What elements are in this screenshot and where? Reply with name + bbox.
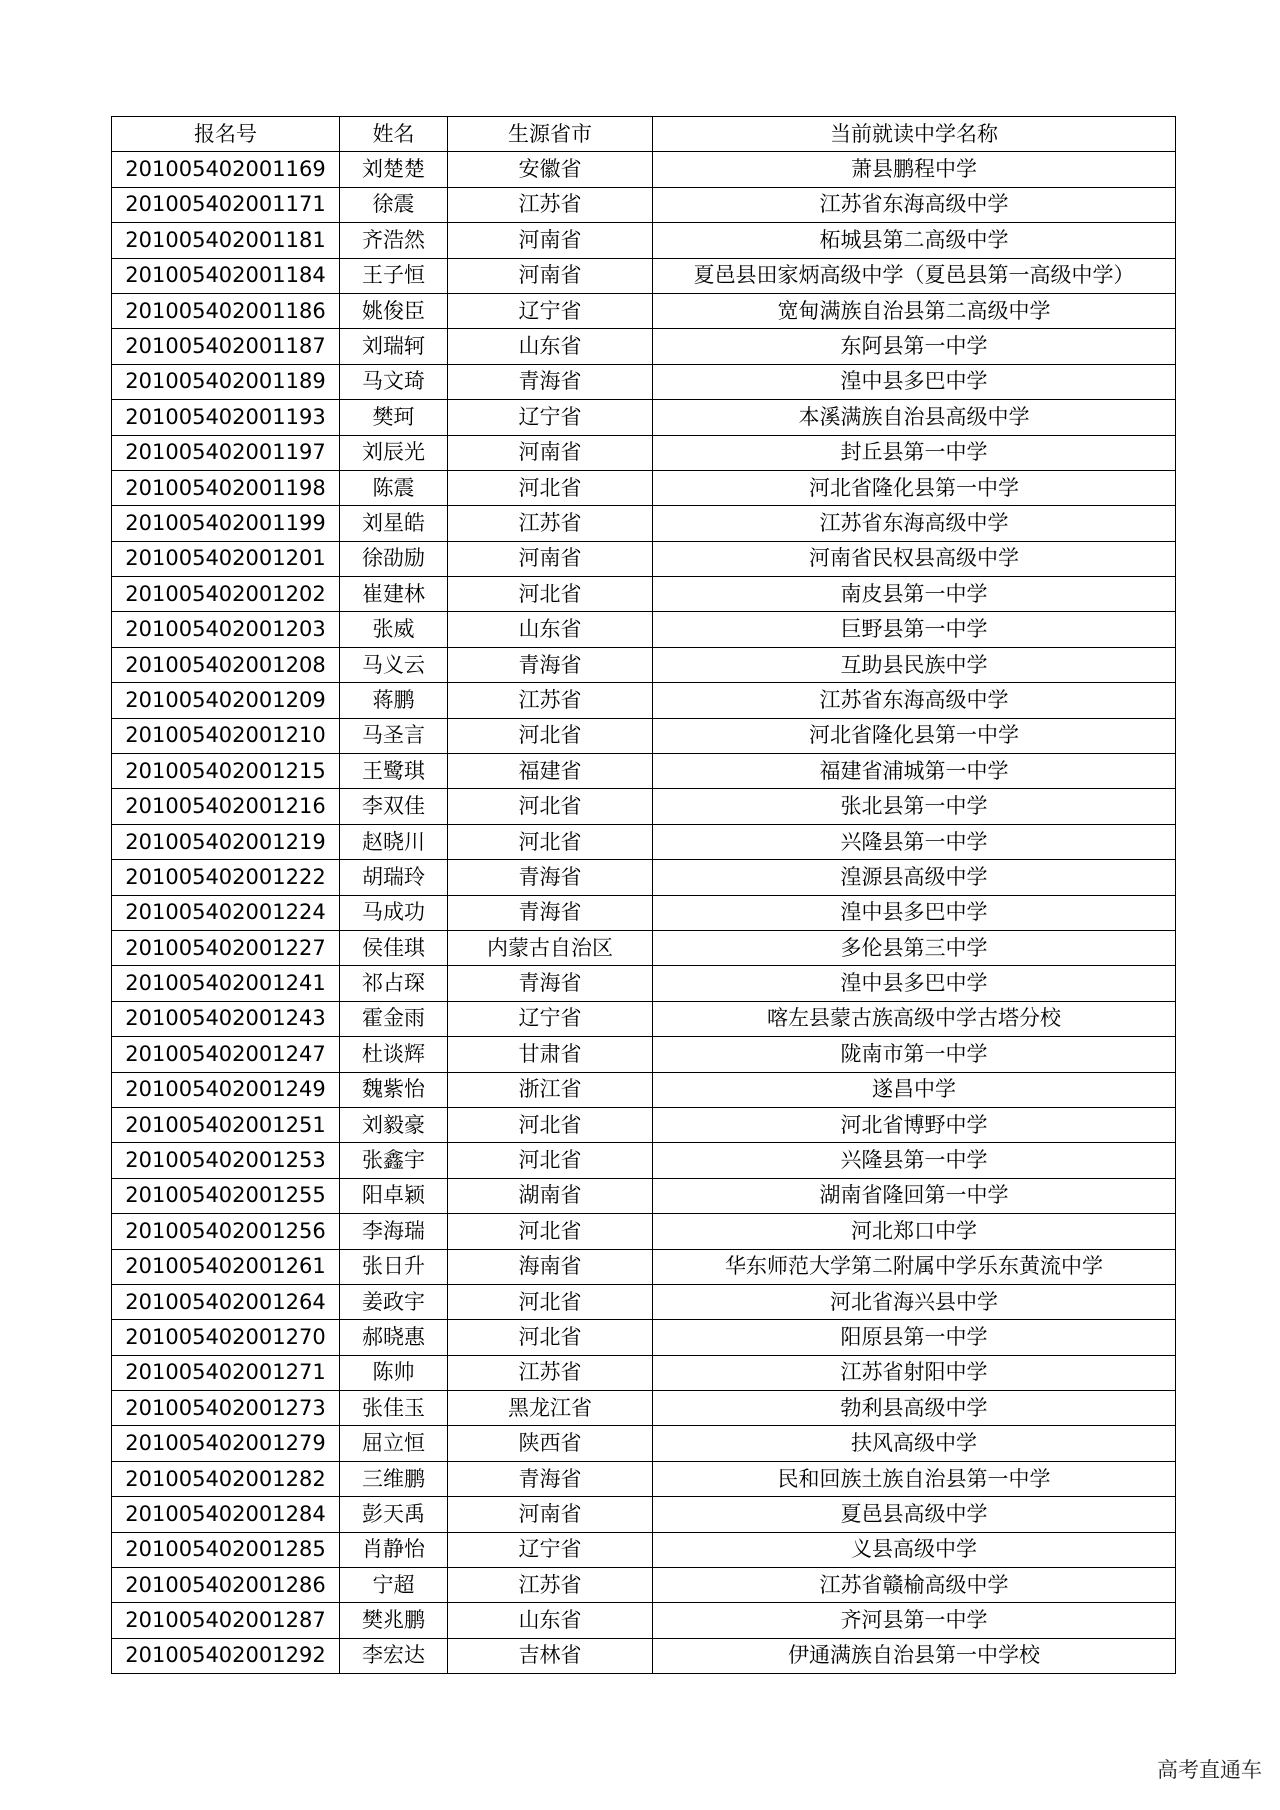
name-cell: 胡瑞玲 — [340, 860, 448, 895]
registration-number-cell: 201005402001282 — [112, 1461, 340, 1496]
province-cell: 青海省 — [448, 364, 653, 399]
school-cell: 柘城县第二高级中学 — [653, 223, 1176, 258]
registration-number-cell: 201005402001247 — [112, 1037, 340, 1072]
table-row — [112, 1072, 1176, 1107]
registration-number-cell: 201005402001216 — [112, 789, 340, 824]
name-cell: 李双佳 — [340, 789, 448, 824]
registration-number-cell: 201005402001255 — [112, 1178, 340, 1213]
registration-number-cell: 201005402001201 — [112, 541, 340, 576]
name-cell: 张佳玉 — [340, 1391, 448, 1426]
name-cell: 彭天禹 — [340, 1497, 448, 1532]
province-cell: 河南省 — [448, 541, 653, 576]
name-cell: 徐震 — [340, 187, 448, 222]
school-cell: 东阿县第一中学 — [653, 329, 1176, 364]
table-row — [112, 1532, 1176, 1567]
table-row — [112, 577, 1176, 612]
province-cell: 青海省 — [448, 966, 653, 1001]
province-cell: 青海省 — [448, 860, 653, 895]
registration-number-cell: 201005402001197 — [112, 435, 340, 470]
name-cell: 马文琦 — [340, 364, 448, 399]
province-cell: 江苏省 — [448, 683, 653, 718]
table-row — [112, 1178, 1176, 1213]
school-cell: 张北县第一中学 — [653, 789, 1176, 824]
watermark: 高考直通车 — [1157, 1758, 1262, 1782]
name-cell: 李海瑞 — [340, 1214, 448, 1249]
table-row — [112, 293, 1176, 328]
school-cell: 江苏省射阳中学 — [653, 1355, 1176, 1390]
name-cell: 祁占琛 — [340, 966, 448, 1001]
name-cell: 王鹭琪 — [340, 754, 448, 789]
table-row — [112, 612, 1176, 647]
registration-number-cell: 201005402001284 — [112, 1497, 340, 1532]
registration-number-cell: 201005402001253 — [112, 1143, 340, 1178]
registration-number-cell: 201005402001251 — [112, 1107, 340, 1142]
name-cell: 侯佳琪 — [340, 930, 448, 965]
registration-number-cell: 201005402001187 — [112, 329, 340, 364]
registration-number-cell: 201005402001243 — [112, 1001, 340, 1036]
name-cell: 刘瑞轲 — [340, 329, 448, 364]
table-row — [112, 860, 1176, 895]
school-cell: 南皮县第一中学 — [653, 577, 1176, 612]
registration-number-cell: 201005402001292 — [112, 1638, 340, 1673]
province-cell: 河南省 — [448, 1497, 653, 1532]
header-school: 当前就读中学名称 — [653, 117, 1176, 152]
school-cell: 宽甸满族自治县第二高级中学 — [653, 293, 1176, 328]
province-cell: 青海省 — [448, 1461, 653, 1496]
school-cell: 喀左县蒙古族高级中学古塔分校 — [653, 1001, 1176, 1036]
name-cell: 樊兆鹏 — [340, 1603, 448, 1638]
header-name: 姓名 — [340, 117, 448, 152]
name-cell: 蒋鹏 — [340, 683, 448, 718]
registration-number-cell: 201005402001203 — [112, 612, 340, 647]
name-cell: 姜政宇 — [340, 1284, 448, 1319]
table-row — [112, 718, 1176, 753]
name-cell: 樊珂 — [340, 400, 448, 435]
school-cell: 陇南市第一中学 — [653, 1037, 1176, 1072]
school-cell: 兴隆县第一中学 — [653, 824, 1176, 859]
name-cell: 杜谈辉 — [340, 1037, 448, 1072]
name-cell: 刘毅豪 — [340, 1107, 448, 1142]
school-cell: 互助县民族中学 — [653, 647, 1176, 682]
school-cell: 夏邑县高级中学 — [653, 1497, 1176, 1532]
name-cell: 李宏达 — [340, 1638, 448, 1673]
table-row — [112, 329, 1176, 364]
header-province: 生源省市 — [448, 117, 653, 152]
table-row — [112, 1391, 1176, 1426]
table-row — [112, 152, 1176, 187]
school-cell: 阳原县第一中学 — [653, 1320, 1176, 1355]
school-cell: 河北郑口中学 — [653, 1214, 1176, 1249]
registration-number-cell: 201005402001222 — [112, 860, 340, 895]
registration-number-cell: 201005402001256 — [112, 1214, 340, 1249]
table-row — [112, 647, 1176, 682]
table-row — [112, 1497, 1176, 1532]
province-cell: 河北省 — [448, 470, 653, 505]
province-cell: 河南省 — [448, 435, 653, 470]
province-cell: 山东省 — [448, 329, 653, 364]
registration-number-cell: 201005402001264 — [112, 1284, 340, 1319]
school-cell: 江苏省东海高级中学 — [653, 187, 1176, 222]
school-cell: 齐河县第一中学 — [653, 1603, 1176, 1638]
province-cell: 山东省 — [448, 612, 653, 647]
registration-number-cell: 201005402001210 — [112, 718, 340, 753]
roster-table — [111, 116, 1176, 1674]
name-cell: 姚俊臣 — [340, 293, 448, 328]
table-row — [112, 789, 1176, 824]
table-row — [112, 966, 1176, 1001]
province-cell: 吉林省 — [448, 1638, 653, 1673]
table-row — [112, 506, 1176, 541]
school-cell: 勃利县高级中学 — [653, 1391, 1176, 1426]
registration-number-cell: 201005402001215 — [112, 754, 340, 789]
school-cell: 扶风高级中学 — [653, 1426, 1176, 1461]
table-row — [112, 754, 1176, 789]
table-row — [112, 1143, 1176, 1178]
name-cell: 张威 — [340, 612, 448, 647]
table-row — [112, 1001, 1176, 1036]
school-cell: 江苏省东海高级中学 — [653, 506, 1176, 541]
province-cell: 黑龙江省 — [448, 1391, 653, 1426]
province-cell: 甘肃省 — [448, 1037, 653, 1072]
registration-number-cell: 201005402001208 — [112, 647, 340, 682]
province-cell: 河北省 — [448, 1214, 653, 1249]
province-cell: 辽宁省 — [448, 1001, 653, 1036]
province-cell: 山东省 — [448, 1603, 653, 1638]
table-row — [112, 1320, 1176, 1355]
table-row — [112, 895, 1176, 930]
name-cell: 马成功 — [340, 895, 448, 930]
school-cell: 兴隆县第一中学 — [653, 1143, 1176, 1178]
province-cell: 河北省 — [448, 1320, 653, 1355]
table-row — [112, 1568, 1176, 1603]
name-cell: 马圣言 — [340, 718, 448, 753]
province-cell: 辽宁省 — [448, 400, 653, 435]
name-cell: 崔建林 — [340, 577, 448, 612]
name-cell: 霍金雨 — [340, 1001, 448, 1036]
province-cell: 河南省 — [448, 223, 653, 258]
registration-number-cell: 201005402001202 — [112, 577, 340, 612]
roster-body — [112, 152, 1176, 1674]
province-cell: 安徽省 — [448, 152, 653, 187]
table-row — [112, 470, 1176, 505]
school-cell: 湟中县多巴中学 — [653, 895, 1176, 930]
table-row — [112, 1603, 1176, 1638]
registration-number-cell: 201005402001171 — [112, 187, 340, 222]
registration-number-cell: 201005402001169 — [112, 152, 340, 187]
registration-number-cell: 201005402001184 — [112, 258, 340, 293]
registration-number-cell: 201005402001279 — [112, 1426, 340, 1461]
name-cell: 马义云 — [340, 647, 448, 682]
province-cell: 江苏省 — [448, 1355, 653, 1390]
registration-number-cell: 201005402001209 — [112, 683, 340, 718]
school-cell: 河北省海兴县中学 — [653, 1284, 1176, 1319]
registration-number-cell: 201005402001198 — [112, 470, 340, 505]
table-row — [112, 1037, 1176, 1072]
registration-number-cell: 201005402001224 — [112, 895, 340, 930]
roster-sheet — [111, 116, 1175, 1674]
name-cell: 张日升 — [340, 1249, 448, 1284]
province-cell: 河北省 — [448, 1107, 653, 1142]
school-cell: 华东师范大学第二附属中学乐东黄流中学 — [653, 1249, 1176, 1284]
school-cell: 伊通满族自治县第一中学校 — [653, 1638, 1176, 1673]
school-cell: 湟中县多巴中学 — [653, 364, 1176, 399]
table-row — [112, 1638, 1176, 1673]
table-row — [112, 1355, 1176, 1390]
province-cell: 河北省 — [448, 1284, 653, 1319]
school-cell: 遂昌中学 — [653, 1072, 1176, 1107]
registration-number-cell: 201005402001181 — [112, 223, 340, 258]
registration-number-cell: 201005402001219 — [112, 824, 340, 859]
table-row — [112, 435, 1176, 470]
registration-number-cell: 201005402001199 — [112, 506, 340, 541]
registration-number-cell: 201005402001273 — [112, 1391, 340, 1426]
school-cell: 湟源县高级中学 — [653, 860, 1176, 895]
province-cell: 河北省 — [448, 789, 653, 824]
school-cell: 民和回族土族自治县第一中学 — [653, 1461, 1176, 1496]
name-cell: 王子恒 — [340, 258, 448, 293]
school-cell: 封丘县第一中学 — [653, 435, 1176, 470]
table-row — [112, 683, 1176, 718]
province-cell: 湖南省 — [448, 1178, 653, 1213]
province-cell: 江苏省 — [448, 506, 653, 541]
province-cell: 辽宁省 — [448, 1532, 653, 1567]
school-cell: 多伦县第三中学 — [653, 930, 1176, 965]
province-cell: 内蒙古自治区 — [448, 930, 653, 965]
name-cell: 阳卓颖 — [340, 1178, 448, 1213]
name-cell: 陈震 — [340, 470, 448, 505]
registration-number-cell: 201005402001287 — [112, 1603, 340, 1638]
province-cell: 青海省 — [448, 647, 653, 682]
school-cell: 湖南省隆回第一中学 — [653, 1178, 1176, 1213]
name-cell: 徐劭励 — [340, 541, 448, 576]
table-row — [112, 364, 1176, 399]
header-row — [112, 117, 1176, 152]
school-cell: 河南省民权县高级中学 — [653, 541, 1176, 576]
school-cell: 夏邑县田家炳高级中学（夏邑县第一高级中学） — [653, 258, 1176, 293]
name-cell: 赵晓川 — [340, 824, 448, 859]
school-cell: 河北省隆化县第一中学 — [653, 470, 1176, 505]
registration-number-cell: 201005402001270 — [112, 1320, 340, 1355]
name-cell: 张鑫宇 — [340, 1143, 448, 1178]
registration-number-cell: 201005402001227 — [112, 930, 340, 965]
registration-number-cell: 201005402001261 — [112, 1249, 340, 1284]
name-cell: 宁超 — [340, 1568, 448, 1603]
name-cell: 齐浩然 — [340, 223, 448, 258]
school-cell: 萧县鹏程中学 — [653, 152, 1176, 187]
province-cell: 河北省 — [448, 577, 653, 612]
school-cell: 河北省博野中学 — [653, 1107, 1176, 1142]
table-row — [112, 930, 1176, 965]
table-row — [112, 1426, 1176, 1461]
registration-number-cell: 201005402001189 — [112, 364, 340, 399]
province-cell: 河北省 — [448, 824, 653, 859]
school-cell: 湟中县多巴中学 — [653, 966, 1176, 1001]
name-cell: 郝晓惠 — [340, 1320, 448, 1355]
registration-number-cell: 201005402001193 — [112, 400, 340, 435]
province-cell: 江苏省 — [448, 187, 653, 222]
table-row — [112, 1249, 1176, 1284]
name-cell: 刘星皓 — [340, 506, 448, 541]
name-cell: 屈立恒 — [340, 1426, 448, 1461]
school-cell: 巨野县第一中学 — [653, 612, 1176, 647]
table-row — [112, 223, 1176, 258]
school-cell: 江苏省东海高级中学 — [653, 683, 1176, 718]
name-cell: 魏紫怡 — [340, 1072, 448, 1107]
school-cell: 本溪满族自治县高级中学 — [653, 400, 1176, 435]
province-cell: 江苏省 — [448, 1568, 653, 1603]
province-cell: 海南省 — [448, 1249, 653, 1284]
province-cell: 福建省 — [448, 754, 653, 789]
registration-number-cell: 201005402001249 — [112, 1072, 340, 1107]
registration-number-cell: 201005402001285 — [112, 1532, 340, 1567]
registration-number-cell: 201005402001286 — [112, 1568, 340, 1603]
school-cell: 义县高级中学 — [653, 1532, 1176, 1567]
province-cell: 青海省 — [448, 895, 653, 930]
name-cell: 肖静怡 — [340, 1532, 448, 1567]
school-cell: 福建省浦城第一中学 — [653, 754, 1176, 789]
province-cell: 陕西省 — [448, 1426, 653, 1461]
table-row — [112, 258, 1176, 293]
name-cell: 刘辰光 — [340, 435, 448, 470]
table-row — [112, 1284, 1176, 1319]
table-row — [112, 187, 1176, 222]
table-row — [112, 1461, 1176, 1496]
province-cell: 河北省 — [448, 1143, 653, 1178]
table-row — [112, 1107, 1176, 1142]
name-cell: 陈帅 — [340, 1355, 448, 1390]
table-row — [112, 824, 1176, 859]
name-cell: 刘楚楚 — [340, 152, 448, 187]
province-cell: 浙江省 — [448, 1072, 653, 1107]
name-cell: 三维鹏 — [340, 1461, 448, 1496]
school-cell: 江苏省赣榆高级中学 — [653, 1568, 1176, 1603]
province-cell: 河北省 — [448, 718, 653, 753]
registration-number-cell: 201005402001241 — [112, 966, 340, 1001]
province-cell: 辽宁省 — [448, 293, 653, 328]
registration-number-cell: 201005402001186 — [112, 293, 340, 328]
school-cell: 河北省隆化县第一中学 — [653, 718, 1176, 753]
table-row — [112, 1214, 1176, 1249]
header-registration-number: 报名号 — [112, 117, 340, 152]
province-cell: 河南省 — [448, 258, 653, 293]
table-row — [112, 400, 1176, 435]
registration-number-cell: 201005402001271 — [112, 1355, 340, 1390]
table-row — [112, 541, 1176, 576]
